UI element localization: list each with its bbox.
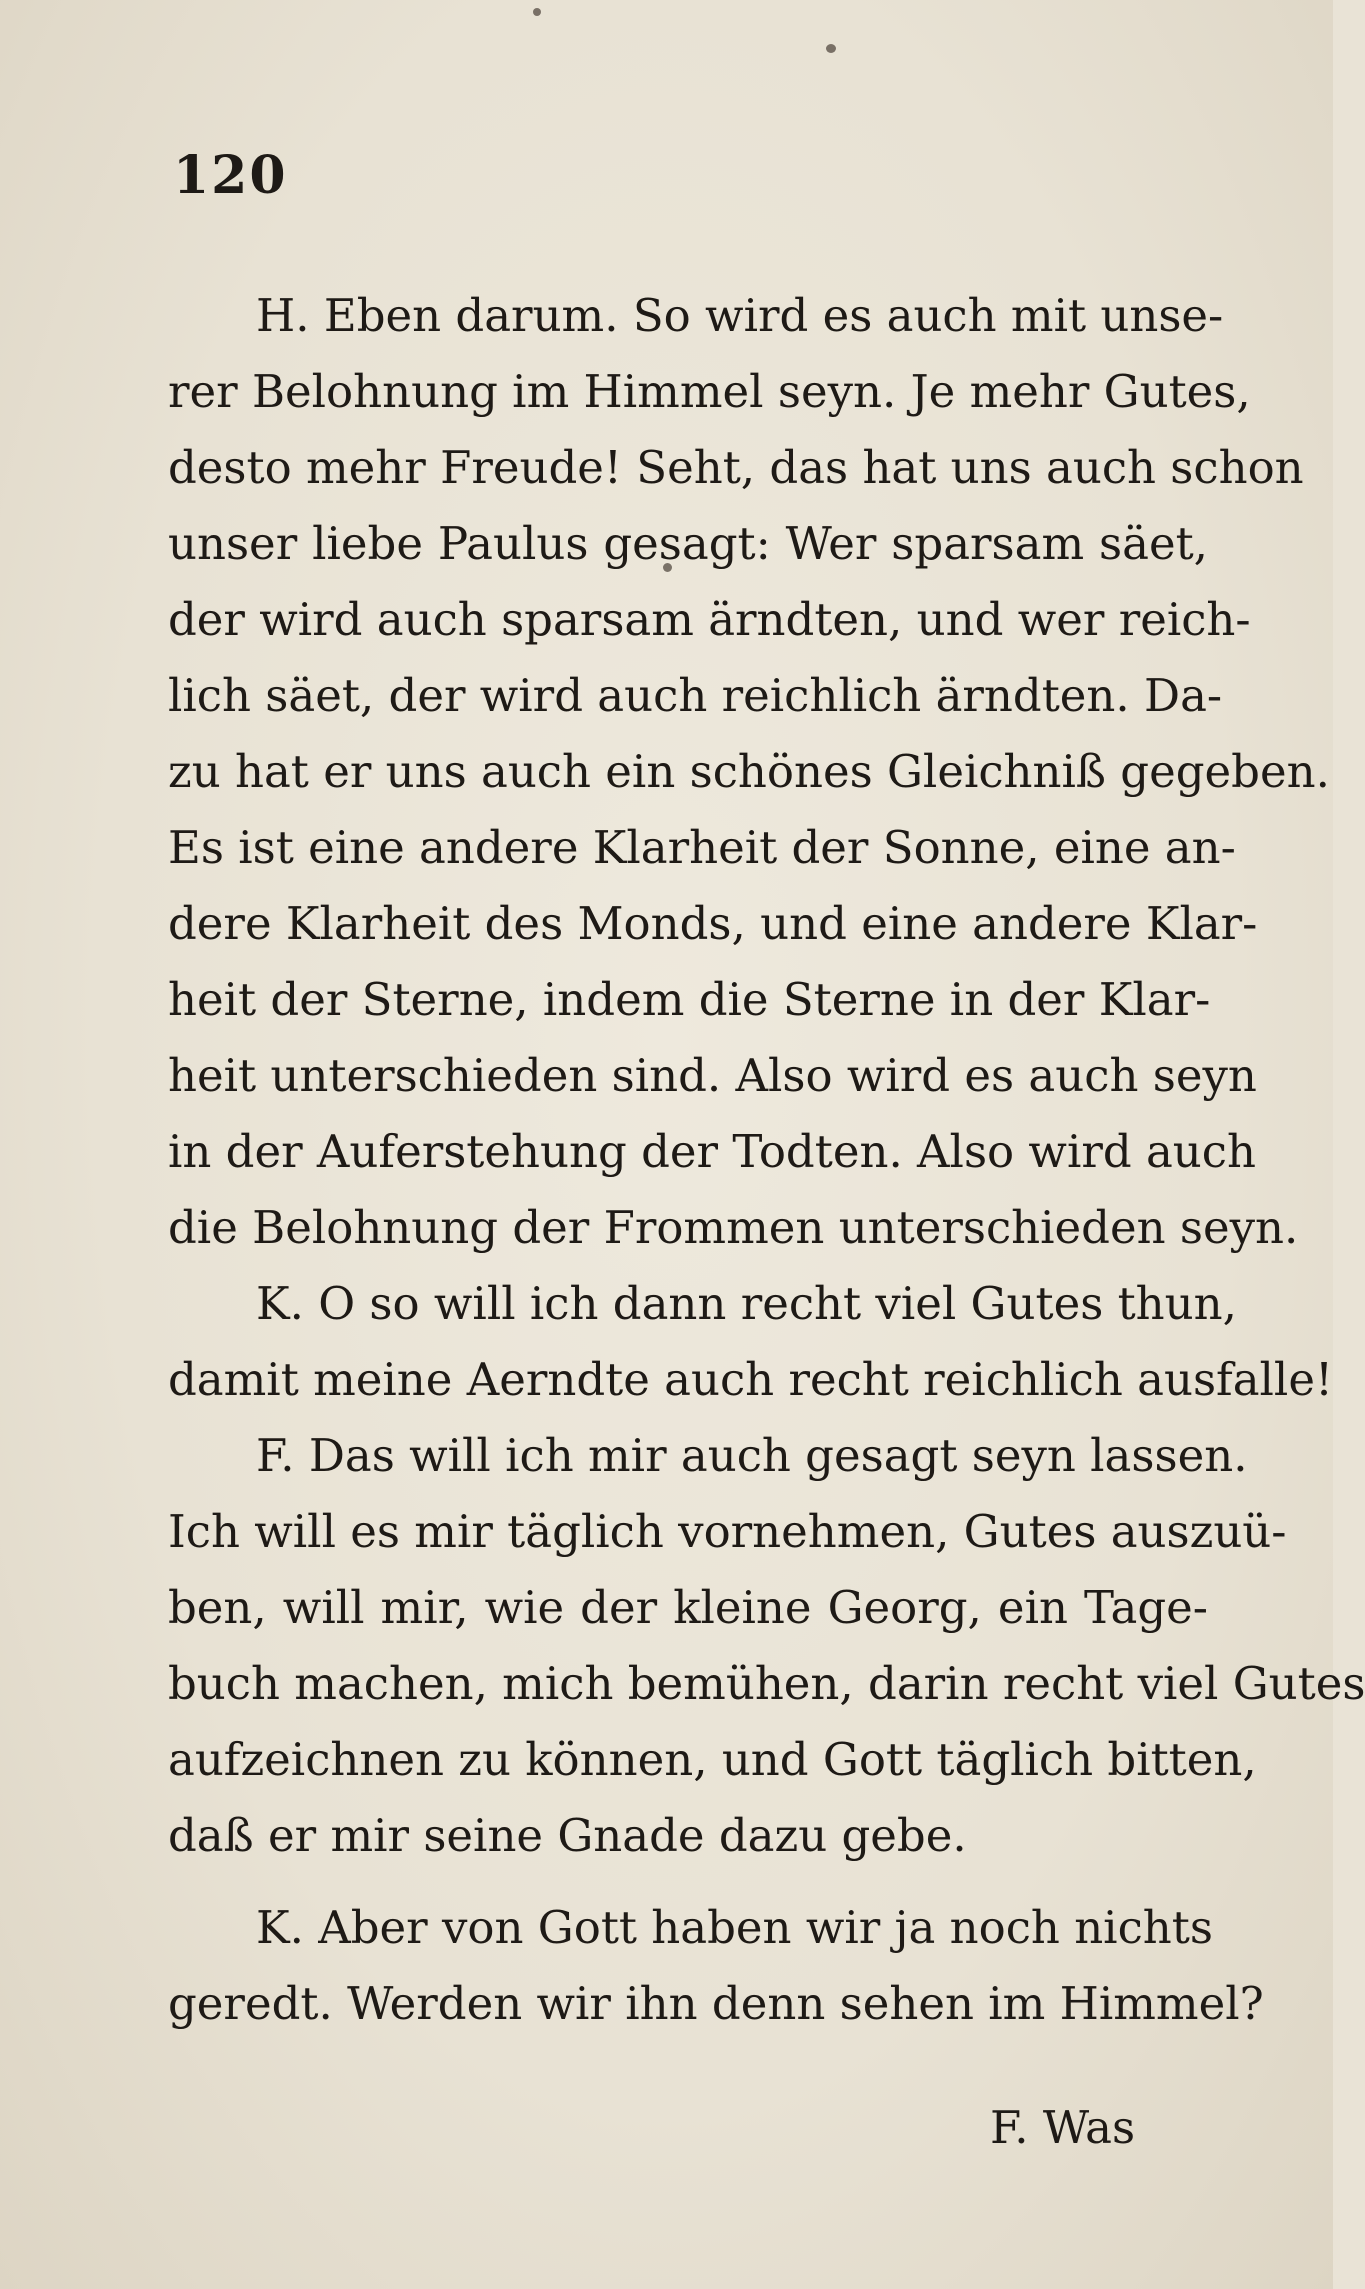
text-line: rer Belohnung im Himmel seyn. Je mehr Gutes, [168, 365, 1251, 418]
catchword: F. Was [990, 2101, 1136, 2154]
text-line: unser liebe Paulus gesagt: Wer sparsam säet, [168, 517, 1208, 570]
text-line: Es ist eine andere Klarheit der Sonne, eine an- [168, 821, 1236, 874]
text-line: K. Aber von Gott haben wir ja noch nichts [256, 1901, 1213, 1954]
text-line: desto mehr Freude! Seht, das hat uns auch schon [168, 441, 1304, 494]
text-line: dere Klarheit des Monds, und eine andere Klar- [168, 897, 1258, 950]
text-line: heit unterschieden sind. Also wird es auch seyn [168, 1049, 1257, 1102]
text-line: K. O so will ich dann recht viel Gutes thun, [256, 1277, 1237, 1330]
text-line: heit der Sterne, indem die Sterne in der Klar- [168, 973, 1211, 1026]
text-line: daß er mir seine Gnade dazu gebe. [168, 1809, 967, 1862]
text-line: geredt. Werden wir ihn denn sehen im Himmel? [168, 1977, 1264, 2030]
ink-speck [533, 8, 541, 16]
text-line: aufzeichnen zu können, und Gott täglich bitten, [168, 1733, 1257, 1786]
text-line: lich säet, der wird auch reichlich ärndten. Da- [168, 669, 1223, 722]
text-line: die Belohnung der Frommen unterschieden seyn. [168, 1201, 1299, 1254]
text-line: ben, will mir, wie der kleine Georg, ein Tage- [168, 1581, 1208, 1634]
text-line: der wird auch sparsam ärndten, und wer reich- [168, 593, 1251, 646]
text-line: F. Das will ich mir auch gesagt seyn lassen. [256, 1429, 1248, 1482]
text-line: buch machen, mich bemühen, darin recht viel Gutes [168, 1657, 1365, 1710]
text-line: in der Auferstehung der Todten. Also wird auch [168, 1125, 1256, 1178]
text-line: H. Eben darum. So wird es auch mit unse- [256, 289, 1224, 342]
ink-speck [826, 44, 836, 53]
page-number: 120 [173, 145, 288, 206]
text-line: Ich will es mir täglich vornehmen, Gutes auszuü- [168, 1505, 1287, 1558]
text-line: zu hat er uns auch ein schönes Gleichniß gegeben. [168, 745, 1330, 798]
text-line: damit meine Aerndte auch recht reichlich ausfalle! [168, 1353, 1334, 1406]
